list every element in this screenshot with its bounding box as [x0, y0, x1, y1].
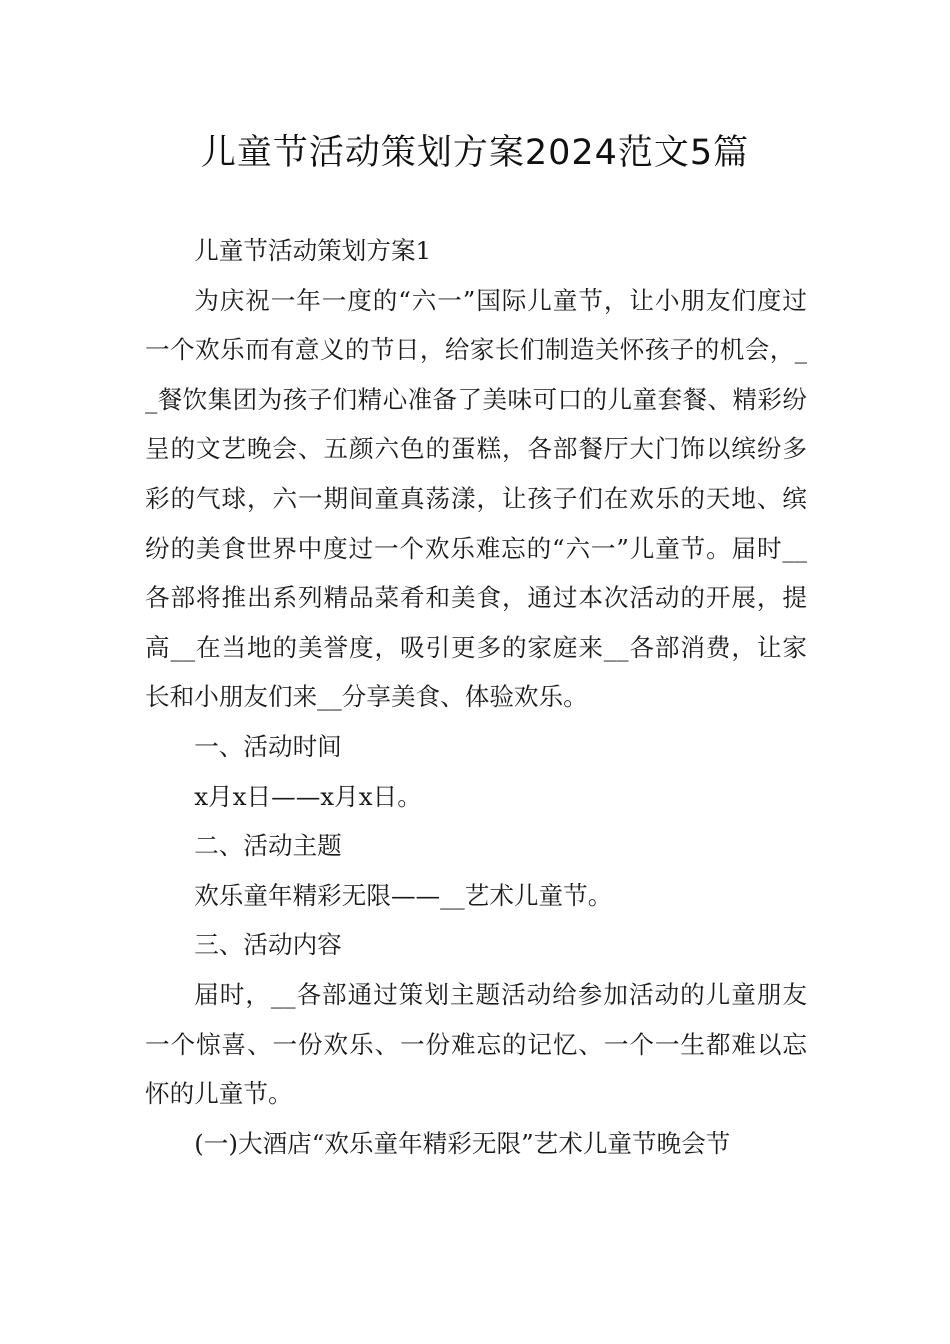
- activity-theme-text: 欢乐童年精彩无限——__艺术儿童节。: [194, 880, 613, 910]
- document-body: [145, 226, 807, 1168]
- activity-content-heading: 三、活动内容: [194, 930, 342, 960]
- activity-time-heading: 一、活动时间: [194, 731, 342, 761]
- activity-content-paragraph: 届时，__各部通过策划主题活动给参加活动的儿童朋友一个惊喜、一份欢乐、一份难忘的记忆、一个一生都难以忘怀的儿童节。: [145, 979, 807, 1109]
- intro-paragraph: 为庆祝一年一度的“六一”国际儿童节，让小朋友们度过一个欢乐而有意义的节日，给家长们制造关怀孩子的机会，__餐饮集团为孩子们精心准备了美味可口的儿童套餐、精彩纷呈的文艺晚会、五颜六色的蛋糕，各部餐厅大门饰以缤纷多彩的气球，六一期间童真荡漾，让孩子们在欢乐的天地、缤纷的美食世界中度过一个欢乐难忘的“六一”儿童节。届时__各部将推出系列精品菜肴和美食，通过本次活动的开展，提高__在当地的美誉度，吸引更多的家庭来__各部消费，让家长和小朋友们来__分享美食、体验欢乐。: [145, 285, 807, 712]
- document-title: 儿童节活动策划方案2024范文5篇: [200, 133, 750, 173]
- activity-time-text: x月x日——x月x日。: [194, 781, 422, 811]
- hotel-event-paragraph: (一)大酒店“欢乐童年精彩无限”艺术儿童节晚会节: [194, 1128, 731, 1158]
- section-heading: 儿童节活动策划方案1: [194, 236, 432, 265]
- activity-theme-heading: 二、活动主题: [194, 831, 342, 861]
